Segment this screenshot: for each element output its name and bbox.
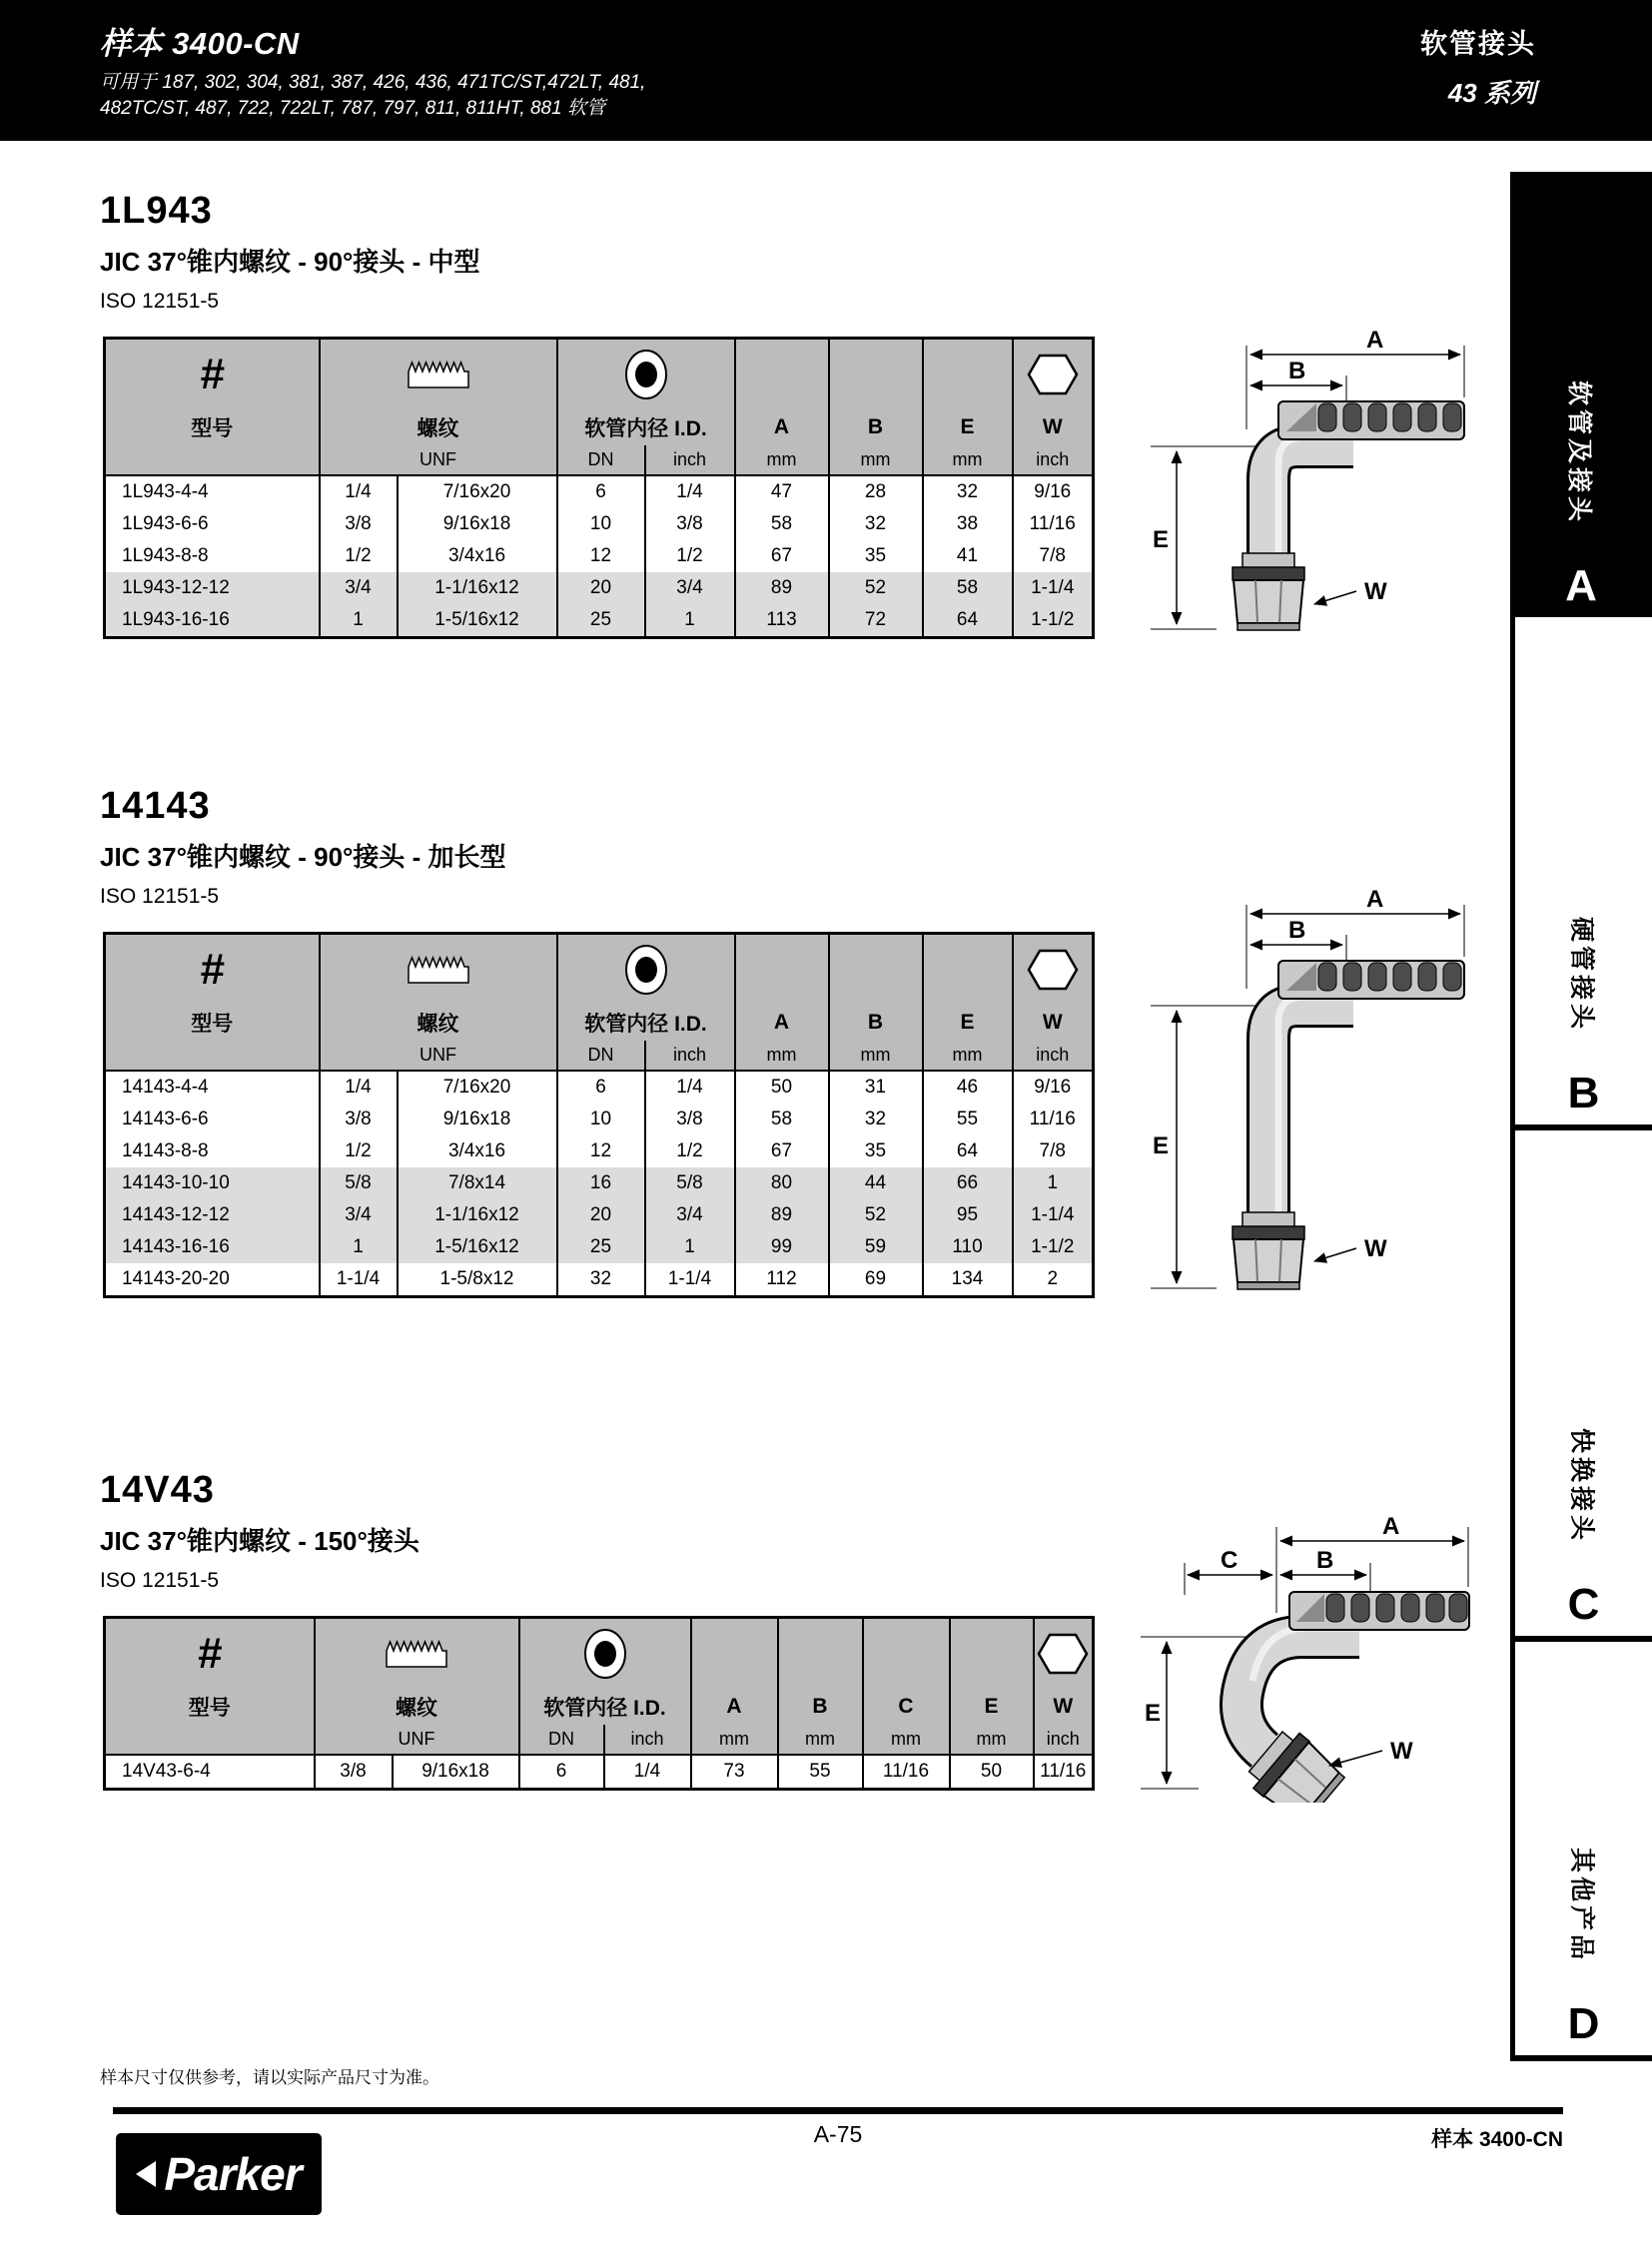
spec-cell: 41 bbox=[923, 540, 1013, 572]
unit-cell: mm bbox=[829, 1041, 923, 1071]
spec-cell: 1 bbox=[320, 1231, 398, 1263]
model-number: 14V43 bbox=[100, 1469, 215, 1511]
spec-cell: 5/8 bbox=[320, 1167, 398, 1199]
spec-cell: 1-1/16x12 bbox=[398, 572, 557, 604]
part-number-icon bbox=[105, 934, 320, 1006]
tab-label: 硬管接头 bbox=[1567, 916, 1596, 1033]
spec-cell: 35 bbox=[829, 540, 923, 572]
spec-cell: 14143-8-8 bbox=[122, 1140, 209, 1161]
dim-label-a: A bbox=[1382, 1513, 1400, 1540]
unit-cell: inch bbox=[1013, 445, 1094, 475]
spec-cell: 80 bbox=[735, 1167, 829, 1199]
spec-cell: 11/16 bbox=[1013, 1104, 1094, 1135]
spec-cell: 1L943-4-4 bbox=[122, 481, 209, 502]
sidebar-tab-tube-fittings bbox=[1510, 617, 1652, 1130]
spec-row bbox=[105, 1199, 1094, 1231]
spec-row bbox=[105, 1104, 1094, 1135]
spec-cell: 64 bbox=[923, 604, 1013, 638]
spec-table-2 bbox=[103, 932, 1095, 1298]
spec-cell: 99 bbox=[735, 1231, 829, 1263]
spec-cell: 1/2 bbox=[645, 1135, 735, 1167]
unit-cell: mm bbox=[691, 1725, 778, 1755]
model-description: JIC 37°锥内螺纹 - 150°接头 bbox=[100, 1526, 419, 1556]
section-14143 bbox=[100, 785, 1129, 1289]
spec-cell: 3/4 bbox=[645, 1199, 735, 1231]
hash-icon: # bbox=[200, 350, 225, 398]
spec-cell: 3/4 bbox=[320, 1199, 398, 1231]
col-thread-label: 螺纹 bbox=[320, 409, 557, 445]
blank-icon-cell bbox=[691, 1618, 778, 1690]
spec-cell: 7/16x20 bbox=[398, 475, 557, 508]
spec-cell: 14143-20-20 bbox=[122, 1268, 230, 1289]
spec-cell: 25 bbox=[557, 1231, 645, 1263]
spec-cell: 55 bbox=[923, 1104, 1013, 1135]
spec-row bbox=[105, 1755, 1094, 1790]
spec-cell: 1 bbox=[1013, 1167, 1094, 1199]
spec-cell: 7/16x20 bbox=[398, 1071, 557, 1104]
model-description: JIC 37°锥内螺纹 - 90°接头 - 加长型 bbox=[100, 842, 506, 872]
spec-cell: 11/16 bbox=[1013, 508, 1094, 540]
unit-unf: UNF bbox=[320, 1041, 557, 1071]
page-number: A-75 bbox=[813, 2121, 863, 2147]
spec-cell: 14143-6-6 bbox=[122, 1109, 209, 1129]
unit-cell: mm bbox=[735, 1041, 829, 1071]
spec-cell: 31 bbox=[829, 1071, 923, 1104]
blank-icon-cell bbox=[829, 339, 923, 410]
spec-cell: 28 bbox=[829, 475, 923, 508]
spec-cell: 32 bbox=[829, 1104, 923, 1135]
blank-icon-cell bbox=[778, 1618, 863, 1690]
unit-dn: DN bbox=[557, 1041, 645, 1071]
dim-label-b: B bbox=[1316, 1547, 1334, 1574]
dim-label-a: A bbox=[1366, 330, 1384, 354]
spec-cell: 110 bbox=[923, 1231, 1013, 1263]
spec-cell: 11/16 bbox=[1034, 1755, 1094, 1790]
spec-cell: 112 bbox=[735, 1263, 829, 1297]
unit-cell: mm bbox=[778, 1725, 863, 1755]
parker-logo-text: Parker bbox=[164, 2148, 302, 2200]
spec-cell: 1-1/2 bbox=[1013, 604, 1094, 638]
spec-cell: 6 bbox=[519, 1755, 604, 1790]
spec-cell: 3/8 bbox=[320, 1104, 398, 1135]
unit-cell: mm bbox=[923, 445, 1013, 475]
top-header-bar bbox=[0, 0, 1652, 141]
spec-cell: 58 bbox=[735, 1104, 829, 1135]
dim-label-w: W bbox=[1364, 578, 1387, 605]
spec-cell: 1-5/8x12 bbox=[398, 1263, 557, 1297]
spec-row bbox=[105, 1167, 1094, 1199]
spec-cell: 3/4 bbox=[645, 572, 735, 604]
spec-cell: 3/8 bbox=[645, 1104, 735, 1135]
col-dim-label: A bbox=[691, 1689, 778, 1725]
spec-cell: 12 bbox=[557, 540, 645, 572]
model-number: 14143 bbox=[100, 785, 211, 827]
dim-label-w: W bbox=[1364, 1235, 1387, 1262]
col-thread-label: 螺纹 bbox=[315, 1689, 519, 1725]
swivel-nut bbox=[1233, 553, 1304, 630]
spec-cell: 1 bbox=[645, 604, 735, 638]
dim-label-e: E bbox=[1145, 1700, 1162, 1727]
spec-cell: 113 bbox=[735, 604, 829, 638]
spec-cell: 1-5/16x12 bbox=[398, 604, 557, 638]
thread-icon bbox=[407, 360, 470, 389]
blank-icon-cell bbox=[950, 1618, 1034, 1690]
spec-cell: 1L943-16-16 bbox=[105, 604, 320, 638]
unit-cell: mm bbox=[863, 1725, 950, 1755]
spec-row bbox=[105, 540, 1094, 572]
unit-cell: mm bbox=[950, 1725, 1034, 1755]
spec-cell: 89 bbox=[735, 1199, 829, 1231]
spec-cell: 1 bbox=[320, 604, 398, 638]
spec-row bbox=[105, 1231, 1094, 1263]
col-dim-label: C bbox=[863, 1689, 950, 1725]
spec-cell: 46 bbox=[923, 1071, 1013, 1104]
swivel-nut bbox=[1233, 1212, 1304, 1289]
parker-arrow-icon bbox=[136, 2161, 156, 2187]
spec-cell: 9/16x18 bbox=[393, 1755, 519, 1790]
blank-icon-cell bbox=[735, 934, 829, 1006]
col-dim-label: W bbox=[1034, 1689, 1094, 1725]
parker-logo bbox=[116, 2133, 322, 2215]
spec-cell: 12 bbox=[557, 1135, 645, 1167]
unit-unf: UNF bbox=[315, 1725, 519, 1755]
spec-cell: 52 bbox=[829, 1199, 923, 1231]
spec-cell: 11/16 bbox=[863, 1755, 950, 1790]
spec-cell: 3/4x16 bbox=[398, 540, 557, 572]
spec-cell: 1/4 bbox=[320, 1071, 398, 1104]
iso-standard: ISO 12151-5 bbox=[100, 1569, 220, 1592]
spec-cell: 1L943-12-12 bbox=[105, 572, 320, 604]
spec-cell: 1-1/4 bbox=[320, 1263, 398, 1297]
spec-cell: 1/4 bbox=[320, 475, 398, 508]
tab-label: 软管及接头 bbox=[1565, 379, 1593, 525]
fitting-diagram-90deg-long bbox=[1129, 889, 1478, 1293]
spec-cell: 1/2 bbox=[320, 1135, 398, 1167]
col-dim-label: B bbox=[778, 1689, 863, 1725]
tab-letter: A bbox=[1565, 561, 1597, 610]
spec-cell: 1 bbox=[645, 1231, 735, 1263]
hash-icon: # bbox=[200, 945, 225, 994]
blank-icon-cell bbox=[923, 934, 1013, 1006]
spec-cell: 64 bbox=[923, 1135, 1013, 1167]
sidebar-tab-quick-couplings bbox=[1510, 1130, 1652, 1642]
tab-label: 快换接头 bbox=[1567, 1427, 1596, 1544]
spec-cell: 1/4 bbox=[645, 475, 735, 508]
wrench-hex-icon bbox=[1027, 353, 1079, 396]
model-number: 1L943 bbox=[100, 190, 213, 232]
col-dim-label: E bbox=[923, 409, 1013, 445]
unit-inch: inch bbox=[604, 1725, 691, 1755]
spec-cell: 32 bbox=[923, 475, 1013, 508]
disclaimer-note: 样本尺寸仅供参考，请以实际产品尺寸为准。 bbox=[100, 2068, 439, 2087]
dim-label-e: E bbox=[1153, 1132, 1170, 1159]
spec-cell: 14143-4-4 bbox=[122, 1077, 209, 1098]
section-14V43 bbox=[100, 1469, 1129, 1782]
col-part-label: 型号 bbox=[105, 1005, 320, 1041]
spec-cell: 59 bbox=[829, 1231, 923, 1263]
spec-row bbox=[105, 1263, 1094, 1297]
section-1L943 bbox=[100, 190, 1129, 630]
dim-label-b: B bbox=[1288, 358, 1306, 384]
spec-cell: 9/16x18 bbox=[398, 1104, 557, 1135]
tab-label: 其他产品 bbox=[1567, 1847, 1596, 1963]
spec-row bbox=[105, 604, 1094, 638]
spec-cell: 14V43-6-4 bbox=[122, 1761, 211, 1782]
col-dim-label: A bbox=[735, 409, 829, 445]
col-part-label: 型号 bbox=[105, 409, 320, 445]
spec-cell: 9/16 bbox=[1013, 1071, 1094, 1104]
col-id-label: 软管内径 I.D. bbox=[519, 1689, 691, 1725]
part-number-icon bbox=[105, 339, 320, 410]
spec-cell: 7/8x14 bbox=[398, 1167, 557, 1199]
spec-cell: 1-1/4 bbox=[645, 1263, 735, 1297]
unit-cell: inch bbox=[1034, 1725, 1094, 1755]
fitting-diagram-90deg-medium bbox=[1129, 330, 1478, 634]
spec-cell: 2 bbox=[1013, 1263, 1094, 1297]
unit-dn: DN bbox=[519, 1725, 604, 1755]
footer-rule bbox=[113, 2107, 1563, 2114]
spec-cell: 16 bbox=[557, 1167, 645, 1199]
spec-table-1 bbox=[103, 337, 1095, 639]
col-id-label: 软管内径 I.D. bbox=[557, 1005, 735, 1041]
col-dim-label: B bbox=[829, 409, 923, 445]
spec-cell: 6 bbox=[557, 475, 645, 508]
iso-standard: ISO 12151-5 bbox=[100, 290, 220, 313]
spec-cell: 9/16 bbox=[1013, 475, 1094, 508]
spec-cell: 47 bbox=[735, 475, 829, 508]
dim-label-c: C bbox=[1221, 1547, 1239, 1574]
hose-id-icon bbox=[582, 1627, 628, 1681]
spec-cell: 7/8 bbox=[1013, 540, 1094, 572]
unit-unf: UNF bbox=[320, 445, 557, 475]
applicable-hoses-line2: 482TC/ST, 487, 722, 722LT, 787, 797, 811, 811HT, 881 软管 bbox=[100, 98, 605, 119]
unit-dn: DN bbox=[557, 445, 645, 475]
product-category-title: 软管接头 bbox=[1420, 29, 1536, 59]
wrench-hex-icon bbox=[1027, 948, 1079, 992]
spec-cell: 38 bbox=[923, 508, 1013, 540]
iso-standard: ISO 12151-5 bbox=[100, 885, 220, 908]
tab-letter: C bbox=[1567, 1580, 1600, 1629]
spec-cell: 1-5/16x12 bbox=[398, 1231, 557, 1263]
spec-cell: 20 bbox=[557, 572, 645, 604]
wrench-hex-icon bbox=[1037, 1632, 1089, 1676]
spec-row bbox=[105, 1071, 1094, 1104]
spec-cell: 9/16x18 bbox=[398, 508, 557, 540]
spec-cell: 69 bbox=[829, 1263, 923, 1297]
col-thread-label: 螺纹 bbox=[320, 1005, 557, 1041]
spec-table-3 bbox=[103, 1616, 1095, 1791]
model-description: JIC 37°锥内螺纹 - 90°接头 - 中型 bbox=[100, 247, 480, 277]
spec-cell: 10 bbox=[557, 1104, 645, 1135]
spec-cell: 14143-16-16 bbox=[105, 1231, 320, 1263]
dim-label-a: A bbox=[1366, 889, 1384, 913]
spec-cell: 7/8 bbox=[1013, 1135, 1094, 1167]
series-title: 43 系列 bbox=[1447, 78, 1536, 108]
tab-letter: D bbox=[1567, 1999, 1600, 2048]
spec-cell: 32 bbox=[829, 508, 923, 540]
spec-cell: 1-1/16x12 bbox=[398, 1199, 557, 1231]
blank-icon-cell bbox=[735, 339, 829, 410]
thread-icon bbox=[407, 955, 470, 985]
col-dim-label: A bbox=[735, 1005, 829, 1041]
spec-cell: 95 bbox=[923, 1199, 1013, 1231]
unit-cell: mm bbox=[829, 445, 923, 475]
spec-cell: 3/4 bbox=[320, 572, 398, 604]
dim-label-e: E bbox=[1153, 526, 1170, 553]
hose-id-icon bbox=[623, 348, 669, 401]
part-number-icon bbox=[105, 1618, 315, 1690]
spec-cell: 10 bbox=[557, 508, 645, 540]
blank-icon-cell bbox=[829, 934, 923, 1006]
blank-icon-cell bbox=[923, 339, 1013, 410]
spec-cell: 1/2 bbox=[320, 540, 398, 572]
spec-cell: 14143-10-10 bbox=[105, 1167, 320, 1199]
catalog-reference: 样本 3400-CN bbox=[1431, 2128, 1563, 2151]
spec-cell: 58 bbox=[735, 508, 829, 540]
catalog-title: 样本 3400-CN bbox=[100, 26, 300, 61]
unit-inch: inch bbox=[645, 1041, 735, 1071]
spec-cell: 134 bbox=[923, 1263, 1013, 1297]
col-part-label: 型号 bbox=[105, 1689, 315, 1725]
spec-cell: 1/4 bbox=[645, 1071, 735, 1104]
col-dim-label: W bbox=[1013, 1005, 1094, 1041]
spec-row bbox=[105, 572, 1094, 604]
spec-cell: 72 bbox=[829, 604, 923, 638]
sidebar-tab-hose-fittings bbox=[1510, 172, 1652, 617]
unit-cell: mm bbox=[735, 445, 829, 475]
tab-letter: B bbox=[1567, 1069, 1600, 1118]
spec-cell: 3/8 bbox=[320, 508, 398, 540]
dim-label-w: W bbox=[1390, 1738, 1413, 1765]
blank-icon-cell bbox=[863, 1618, 950, 1690]
spec-cell: 50 bbox=[950, 1755, 1034, 1790]
col-dim-label: E bbox=[923, 1005, 1013, 1041]
unit-cell: mm bbox=[923, 1041, 1013, 1071]
spec-cell: 1L943-8-8 bbox=[122, 545, 209, 566]
spec-cell: 1-1/4 bbox=[1013, 572, 1094, 604]
spec-cell: 1L943-6-6 bbox=[122, 513, 209, 534]
spec-cell: 5/8 bbox=[645, 1167, 735, 1199]
spec-cell: 66 bbox=[923, 1167, 1013, 1199]
spec-cell: 50 bbox=[735, 1071, 829, 1104]
fitting-diagram-150deg bbox=[1125, 1513, 1484, 1803]
spec-row bbox=[105, 508, 1094, 540]
header-right-block bbox=[1420, 22, 1536, 110]
spec-cell: 14143-12-12 bbox=[105, 1199, 320, 1231]
unit-cell: inch bbox=[1013, 1041, 1094, 1071]
hose-id-icon bbox=[623, 943, 669, 997]
col-id-label: 软管内径 I.D. bbox=[557, 409, 735, 445]
spec-cell: 58 bbox=[923, 572, 1013, 604]
thread-icon bbox=[385, 1639, 448, 1669]
spec-cell: 3/4x16 bbox=[398, 1135, 557, 1167]
spec-cell: 32 bbox=[557, 1263, 645, 1297]
spec-cell: 3/8 bbox=[645, 508, 735, 540]
spec-row bbox=[105, 1135, 1094, 1167]
spec-cell: 1/4 bbox=[604, 1755, 691, 1790]
spec-cell: 73 bbox=[691, 1755, 778, 1790]
spec-cell: 25 bbox=[557, 604, 645, 638]
unit-inch: inch bbox=[645, 445, 735, 475]
spec-cell: 67 bbox=[735, 540, 829, 572]
spec-cell: 3/8 bbox=[315, 1755, 393, 1790]
spec-cell: 44 bbox=[829, 1167, 923, 1199]
spec-row bbox=[105, 475, 1094, 508]
applicable-hoses-line1: 可用于 187, 302, 304, 381, 387, 426, 436, 471TC/ST,472LT, 481, bbox=[100, 72, 646, 93]
spec-cell: 55 bbox=[778, 1755, 863, 1790]
spec-cell: 1-1/4 bbox=[1013, 1199, 1094, 1231]
col-dim-label: W bbox=[1013, 409, 1094, 445]
spec-cell: 20 bbox=[557, 1199, 645, 1231]
spec-cell: 1/2 bbox=[645, 540, 735, 572]
spec-cell: 52 bbox=[829, 572, 923, 604]
spec-cell: 35 bbox=[829, 1135, 923, 1167]
dim-label-b: B bbox=[1288, 917, 1306, 944]
spec-cell: 6 bbox=[557, 1071, 645, 1104]
spec-cell: 1-1/2 bbox=[1013, 1231, 1094, 1263]
col-dim-label: B bbox=[829, 1005, 923, 1041]
header-left-block bbox=[100, 18, 645, 122]
spec-cell: 89 bbox=[735, 572, 829, 604]
col-dim-label: E bbox=[950, 1689, 1034, 1725]
sidebar-tab-other-products bbox=[1510, 1642, 1652, 2061]
spec-cell: 67 bbox=[735, 1135, 829, 1167]
hash-icon: # bbox=[197, 1629, 222, 1678]
